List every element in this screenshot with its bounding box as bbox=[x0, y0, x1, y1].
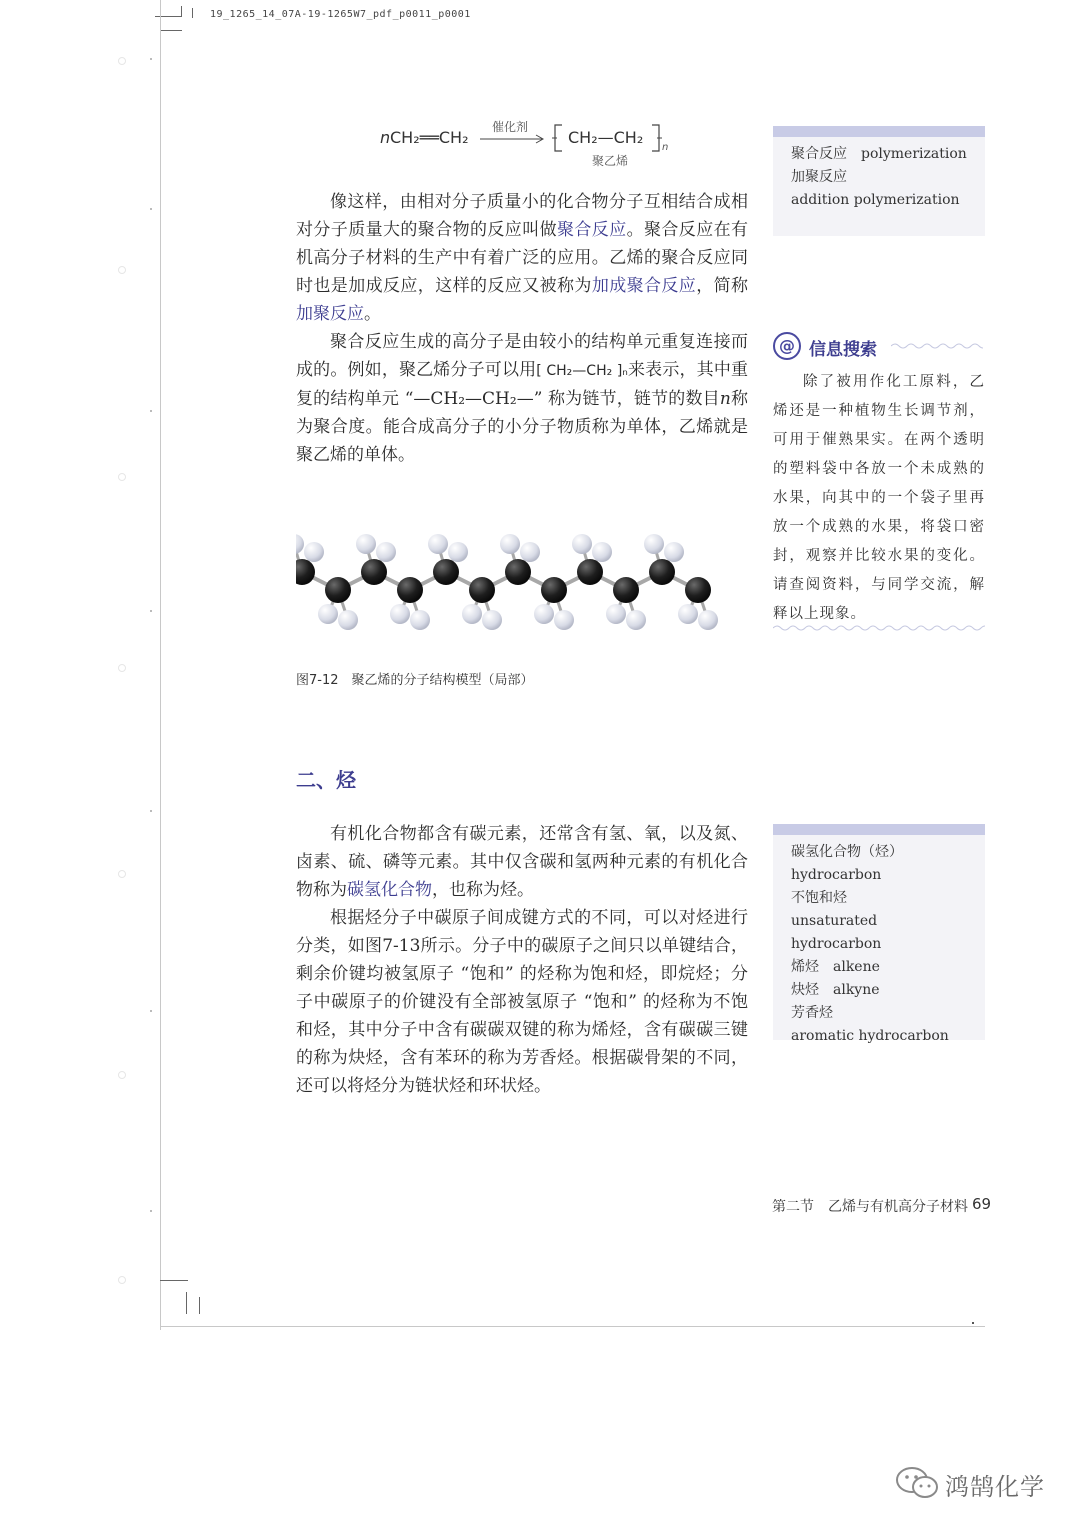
glossary-box-polymerization bbox=[773, 126, 985, 236]
hydrogen-atom bbox=[644, 534, 664, 554]
text-run: 。聚合反应在有机高分子材料的生产中有着广泛的应用。乙烯的聚合反应同时也是加成反应，这样的反应又被称为 bbox=[296, 220, 749, 296]
margin-dot bbox=[118, 870, 126, 878]
carbon-atom bbox=[541, 577, 567, 603]
glossary-line: unsaturated hydrocarbon bbox=[791, 913, 882, 952]
eq-product: CH₂—CH₂ bbox=[568, 128, 644, 147]
crop-mark bbox=[155, 16, 181, 17]
crop-mark bbox=[160, 1280, 188, 1281]
text-run: ，简称 bbox=[696, 276, 749, 296]
glossary-header-bar bbox=[773, 824, 985, 835]
carbon-atom bbox=[361, 559, 387, 585]
carbon-atom bbox=[296, 559, 315, 585]
section-title: 二、烃 bbox=[296, 768, 356, 792]
eq-subscript: n bbox=[662, 142, 669, 153]
glossary-lines bbox=[773, 137, 985, 220]
hydrogen-atom bbox=[338, 610, 358, 630]
hydrogen-atom bbox=[592, 542, 612, 562]
margin-tick bbox=[150, 610, 152, 612]
text-run: 像这样，由相对分子质量小的化合物分子互相结合成相对分子质量大的聚合物的反应叫做 bbox=[296, 192, 748, 240]
margin-tick bbox=[150, 58, 152, 60]
hydrogen-atom bbox=[356, 534, 376, 554]
carbon-atom bbox=[325, 577, 351, 603]
wave-divider-icon bbox=[891, 342, 983, 350]
eq-product-name: 聚乙烯 bbox=[592, 154, 629, 168]
hydrogen-atom bbox=[390, 604, 410, 624]
hydrogen-atom bbox=[448, 542, 468, 562]
text-run: 有机化合物都含有碳元素，还常含有氢、氧，以及氮、卤素、硫、磷等元素。其中仅含碳和氢两种元素的有机化合物称为 bbox=[296, 824, 748, 900]
reaction-arrow-icon bbox=[480, 134, 548, 144]
key-term: 加成聚合反应 bbox=[591, 276, 697, 296]
paragraph-classification: 根据烃分子中碳原子间成键方式的不同，可以对烃进行分类，如图7-13所示。分子中的碳原子之间只以单键结合，剩余价键均被氢原子 “饱和” 的烃称为饱和烃，即烷烃；分子中碳原子的价键没有全部被氢原子 “饱和” 的烃称为不饱和烃，其中分子中含有碳碳双键的称为烯烃，含有碳碳三键的称为炔烃，含有苯环的称为芳香烃。根据碳骨架的不同，还可以将烃分为链状烃和环状烃。 bbox=[296, 908, 748, 1096]
info-search-header bbox=[773, 332, 985, 362]
hydrogen-atom bbox=[376, 542, 396, 562]
info-search-title: 信息搜索 bbox=[809, 340, 877, 360]
hydrogen-atom bbox=[626, 610, 646, 630]
glossary-lines bbox=[773, 835, 985, 1056]
hydrogen-atom bbox=[410, 610, 430, 630]
hydrogen-atom bbox=[572, 534, 592, 554]
hydrogen-atom bbox=[482, 610, 502, 630]
hydrogen-atom bbox=[678, 604, 698, 624]
paragraph-polymerization bbox=[296, 188, 748, 328]
paragraph-structural-unit bbox=[296, 328, 748, 469]
crop-mark bbox=[192, 8, 193, 18]
carbon-atom bbox=[685, 577, 711, 603]
eq-catalyst: 催化剂 bbox=[492, 120, 529, 134]
polyethylene-model-image bbox=[296, 518, 742, 636]
margin-tick bbox=[150, 410, 152, 412]
glossary-line: 加聚反应 bbox=[791, 169, 847, 185]
text-run: 。 bbox=[364, 304, 381, 324]
glossary-line: 碳氢化合物（烃） bbox=[791, 844, 903, 860]
carbon-atom bbox=[469, 577, 495, 603]
hydrogen-atom bbox=[554, 610, 574, 630]
watermark-text: 鸿鹄化学 bbox=[945, 1473, 1045, 1501]
hydrogen-atom bbox=[606, 604, 626, 624]
polymerization-equation bbox=[380, 120, 700, 170]
file-header: 19_1265_14_07A-19-1265W7_pdf_p0011_p0001 bbox=[210, 9, 471, 20]
watermark bbox=[895, 1463, 1055, 1503]
figure-caption: 图7-12 聚乙烯的分子结构模型（局部） bbox=[296, 673, 534, 688]
hydrogen-atom bbox=[534, 604, 554, 624]
text-run: 来表示，其中重复的结构单元 “—CH₂—CH₂—” 称为链节，链节的数目 bbox=[296, 360, 749, 409]
key-term: 加聚反应 bbox=[296, 304, 364, 324]
margin-tick bbox=[150, 1010, 152, 1012]
margin-dot bbox=[118, 1276, 126, 1284]
margin-tick bbox=[150, 208, 152, 210]
glossary-line: 炔烃 alkyne bbox=[791, 982, 880, 998]
hydrogen-atom bbox=[500, 534, 520, 554]
text-run: 称为聚合度。能合成高分子的小分子物质称为单体，乙烯就是聚乙烯的单体。 bbox=[296, 389, 748, 465]
crop-mark bbox=[160, 30, 182, 31]
key-term: 聚合反应 bbox=[557, 220, 627, 240]
glossary-line: 聚合反应 polymerization bbox=[791, 146, 967, 162]
glossary-line: addition polymerization bbox=[791, 192, 960, 208]
chapter-footer: 第二节 乙烯与有机高分子材料 bbox=[772, 1199, 968, 1215]
paragraph-hydrocarbon bbox=[296, 820, 748, 904]
margin-tick bbox=[150, 810, 152, 812]
text-run: ，也称为烃。 bbox=[432, 880, 534, 900]
text-run: 聚合反应生成的高分子是由较小的结构单元重复连接而成的。例如，聚乙烯分子可以用 bbox=[296, 332, 748, 380]
page-number: 69 bbox=[972, 1195, 992, 1213]
carbon-atom bbox=[613, 577, 639, 603]
carbon-atom bbox=[505, 559, 531, 585]
at-sign-icon: @ bbox=[773, 332, 801, 360]
inline-formula: [ CH₂—CH₂ ]ₙ bbox=[536, 363, 628, 379]
eq-coefficient: n bbox=[380, 128, 391, 147]
glossary-line: 芳香烃 bbox=[791, 1005, 833, 1021]
left-bracket-icon bbox=[552, 124, 564, 152]
carbon-atom bbox=[577, 559, 603, 585]
page-edge bbox=[160, 0, 161, 1330]
glossary-line: hydrocarbon bbox=[791, 867, 882, 883]
glossary-line: 不饱和烃 bbox=[791, 890, 847, 906]
hydrogen-atom bbox=[698, 610, 718, 630]
margin-dot bbox=[118, 266, 126, 274]
hydrogen-atom bbox=[428, 534, 448, 554]
margin-tick bbox=[150, 1210, 152, 1212]
wechat-icon bbox=[895, 1465, 941, 1501]
glossary-box-hydrocarbon bbox=[773, 824, 985, 1044]
right-bracket-icon bbox=[650, 124, 662, 152]
crop-mark bbox=[199, 1297, 200, 1314]
key-term: 碳氢化合物 bbox=[347, 880, 432, 900]
glossary-line: aromatic hydrocarbon bbox=[791, 1028, 949, 1044]
hydrogen-atom bbox=[296, 534, 304, 554]
page-edge bbox=[160, 1326, 985, 1327]
info-search-text: 除了被用作化工原料，乙烯还是一种植物生长调节剂，可用于催熟果实。在两个透明的塑料袋中各放一个未成熟的水果，向其中的一个袋子里再放一个成熟的水果，将袋口密封，观察并比较水果的变化。请查阅资料，与同学交流，解释以上现象。 bbox=[773, 374, 985, 622]
carbon-atom bbox=[433, 559, 459, 585]
glossary-header-bar bbox=[773, 126, 985, 137]
carbon-atom bbox=[649, 559, 675, 585]
margin-dot bbox=[118, 473, 126, 481]
italic-n: n bbox=[719, 389, 731, 409]
hydrogen-atom bbox=[318, 604, 338, 624]
hydrogen-atom bbox=[520, 542, 540, 562]
margin-dot bbox=[118, 664, 126, 672]
hydrogen-atom bbox=[664, 542, 684, 562]
margin-dot bbox=[118, 1071, 126, 1079]
margin-dot bbox=[118, 57, 126, 65]
print-dot bbox=[972, 1322, 974, 1324]
carbon-atom bbox=[397, 577, 423, 603]
crop-mark bbox=[181, 6, 182, 17]
crop-mark bbox=[186, 1292, 187, 1314]
hydrogen-atom bbox=[304, 542, 324, 562]
hydrogen-atom bbox=[462, 604, 482, 624]
wave-divider-icon bbox=[773, 624, 985, 632]
eq-reactant: CH₂══CH₂ bbox=[390, 128, 469, 147]
glossary-line: 烯烃 alkene bbox=[791, 959, 880, 975]
